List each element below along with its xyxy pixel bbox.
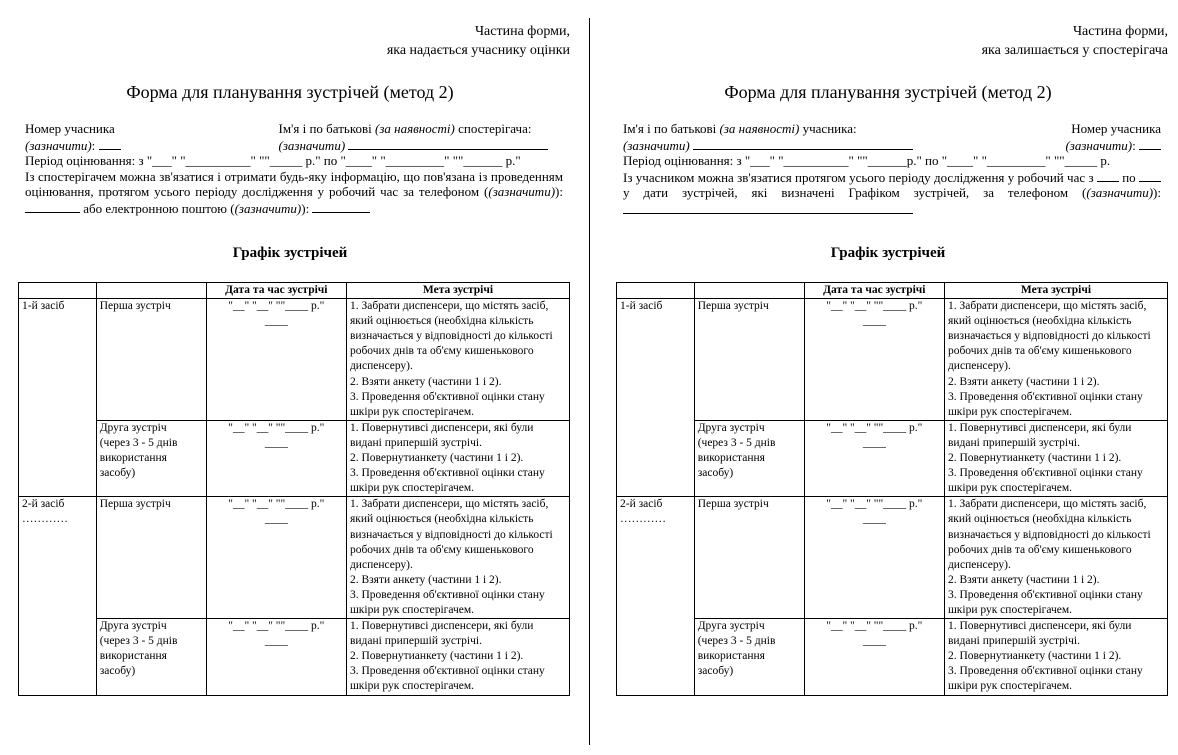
schedule-table (18, 282, 570, 696)
observer-name-field[interactable] (348, 137, 548, 150)
period-line: Період оцінювання: з "___" "__________" ""______р." по "____" "_________" ""_____ р. (623, 153, 1111, 168)
purpose-cell: 1. Забрати диспенсери, що містять засіб, який оцінюється (необхідна кількість визначається у відповідності до кількості робочих днів та об'єму кишенькового диспенсеру). 2. Взяти анкету (частини 1 і 2). 3. Проведення об'єктивної оцінки стану шкіри рук спостерігачем. (346, 299, 569, 421)
header-purpose: Мета зустрічі (944, 283, 1167, 299)
meeting-cell: Перша зустріч (694, 497, 804, 619)
meeting-cell: Друга зустріч (через 3 - 5 днів використання засобу) (694, 619, 804, 695)
header-date: Дата та час зустрічі (804, 283, 944, 299)
purpose-cell: 1. Повернутивсі диспенсери, які були видані припершій зустрічі. 2. Повернутианкету (частини 1 і 2). 3. Проведення об'єктивної оцінки стану шкіри рук спостерігачем. (944, 420, 1167, 496)
purpose-cell: 1. Повернутивсі диспенсери, які були видані припершій зустрічі. 2. Повернутианкету (частини 1 і 2). 3. Проведення об'єктивної оцінки стану шкіри рук спостерігачем. (346, 420, 569, 496)
date-cell[interactable]: "__" "__" ""____ р." ____ (804, 497, 944, 619)
product-cell: 1-й засіб (617, 299, 695, 497)
meeting-cell: Друга зустріч (через 3 - 5 днів використання засобу) (694, 420, 804, 496)
form-title: Форма для планування зустрічей (метод 2) (126, 82, 454, 102)
product-cell: 2-й засіб ………… (19, 497, 97, 695)
phone-field[interactable] (623, 201, 913, 214)
table-row (617, 420, 1168, 496)
participant-number-field[interactable] (1139, 137, 1161, 150)
time-from-field[interactable] (1097, 169, 1119, 182)
table-header-row (19, 283, 570, 299)
table-row (617, 299, 1168, 421)
table-row (617, 497, 1168, 619)
meeting-cell: Друга зустріч (через 3 - 5 днів використання засобу) (96, 619, 206, 695)
time-to-field[interactable] (1139, 169, 1161, 182)
contact-text: Із спостерігачем можна зв'язатися і отримати будь-яку інформацію, що пов'язана із проведенням оцінювання, протягом усього періоду дослідження у робочий час за телефоном (25, 168, 563, 199)
left-form-part (10, 0, 570, 755)
date-cell[interactable]: "__" "__" ""____ р." ____ (804, 299, 944, 421)
email-field[interactable] (312, 200, 370, 213)
schedule-table (616, 282, 1168, 696)
table-row (19, 420, 570, 496)
date-cell[interactable]: "__" "__" ""____ р." ____ (206, 497, 346, 619)
purpose-cell: 1. Забрати диспенсери, що містять засіб, який оцінюється (необхідна кількість визначається у відповідності до кількості робочих днів та об'єму кишенькового диспенсеру). 2. Взяти анкету (частини 1 і 2). 3. Проведення об'єктивної оцінки стану шкіри рук спостерігачем. (346, 497, 569, 619)
header-date: Дата та час зустрічі (206, 283, 346, 299)
date-cell[interactable]: "__" "__" ""____ р." ____ (206, 619, 346, 695)
table-row (19, 497, 570, 619)
page-divider (589, 18, 590, 745)
participant-number-field[interactable] (99, 137, 121, 150)
phone-field[interactable] (25, 200, 80, 213)
purpose-cell: 1. Забрати диспенсери, що містять засіб, який оцінюється (необхідна кількість визначається у відповідності до кількості робочих днів та об'єму кишенькового диспенсеру). 2. Взяти анкету (частини 1 і 2). 3. Проведення об'єктивної оцінки стану шкіри рук спостерігачем. (944, 299, 1167, 421)
table-row (19, 619, 570, 695)
participant-name-field[interactable] (693, 137, 913, 150)
meeting-cell: Перша зустріч (96, 299, 206, 421)
section-title: Графік зустрічей (830, 245, 946, 261)
participant-number-label: Номер учасника (1071, 121, 1161, 136)
date-cell[interactable]: "__" "__" ""____ р." ____ (206, 299, 346, 421)
period-line: Період оцінювання: з "___" "__________" ""_____ р." по "____" "_________" ""______ р." (25, 153, 521, 168)
table-row (19, 299, 570, 421)
meeting-cell: Друга зустріч (через 3 - 5 днів використання засобу) (96, 420, 206, 496)
meeting-cell: Перша зустріч (96, 497, 206, 619)
product-cell: 1-й засіб (19, 299, 97, 497)
date-cell[interactable]: "__" "__" ""____ р." ____ (206, 420, 346, 496)
header-purpose: Мета зустрічі (346, 283, 569, 299)
right-form-part (608, 0, 1168, 755)
form-title: Форма для планування зустрічей (метод 2) (724, 82, 1052, 102)
form-info: Ім'я і по батькові (за наявності) учасника: (зазначити) Номер учасника (зазначити): Період оцінювання: з "___" "__________" ""______р." по "____" "_________" ""_____ р. Із учасником можна зв'язатися протягом усього періоду дослідження у робочий час з по у дати зустрічей, які визначені Графіком зустрічей, за телефоном ((зазначити)): (623, 121, 1161, 217)
product-cell: 2-й засіб ………… (617, 497, 695, 695)
purpose-cell: 1. Повернутивсі диспенсери, які були видані припершій зустрічі. 2. Повернутианкету (частини 1 і 2). 3. Проведення об'єктивної оцінки стану шкіри рук спостерігачем. (944, 619, 1167, 695)
corner-note: Частина форми, яка надається учаснику оцінки (386, 24, 570, 58)
participant-number-label: Номер учасника (25, 121, 115, 136)
meeting-cell: Перша зустріч (694, 299, 804, 421)
corner-note: Частина форми, яка залишається у спостерігача (981, 24, 1168, 58)
date-cell[interactable]: "__" "__" ""____ р." ____ (804, 619, 944, 695)
date-cell[interactable]: "__" "__" ""____ р." ____ (804, 420, 944, 496)
table-row (617, 619, 1168, 695)
contact-text: Із учасником можна зв'язатися протягом усього періоду дослідження у робочий час (623, 169, 1086, 185)
purpose-cell: 1. Повернутивсі диспенсери, які були видані припершій зустрічі. 2. Повернутианкету (частини 1 і 2). 3. Проведення об'єктивної оцінки стану шкіри рук спостерігачем. (346, 619, 569, 695)
form-info: Номер учасника (зазначити): Ім'я і по батькові (за наявності) спостерігача: (зазначити) Період оцінювання: з "___" "__________" ""_____ р." по "____" "_________" ""______ р." Із спостерігачем можна зв'язатися і отримати будь-яку інформацію, що пов'язана із проведенням оцінювання, протягом усього періоду дослідження у робочий час за телефоном ((зазначити)): або електронною поштою ((зазначити)): (25, 121, 563, 216)
section-title: Графік зустрічей (232, 245, 348, 261)
table-header-row (617, 283, 1168, 299)
purpose-cell: 1. Забрати диспенсери, що містять засіб, який оцінюється (необхідна кількість визначається у відповідності до кількості робочих днів та об'єму кишенькового диспенсеру). 2. Взяти анкету (частини 1 і 2). 3. Проведення об'єктивної оцінки стану шкіри рук спостерігачем. (944, 497, 1167, 619)
